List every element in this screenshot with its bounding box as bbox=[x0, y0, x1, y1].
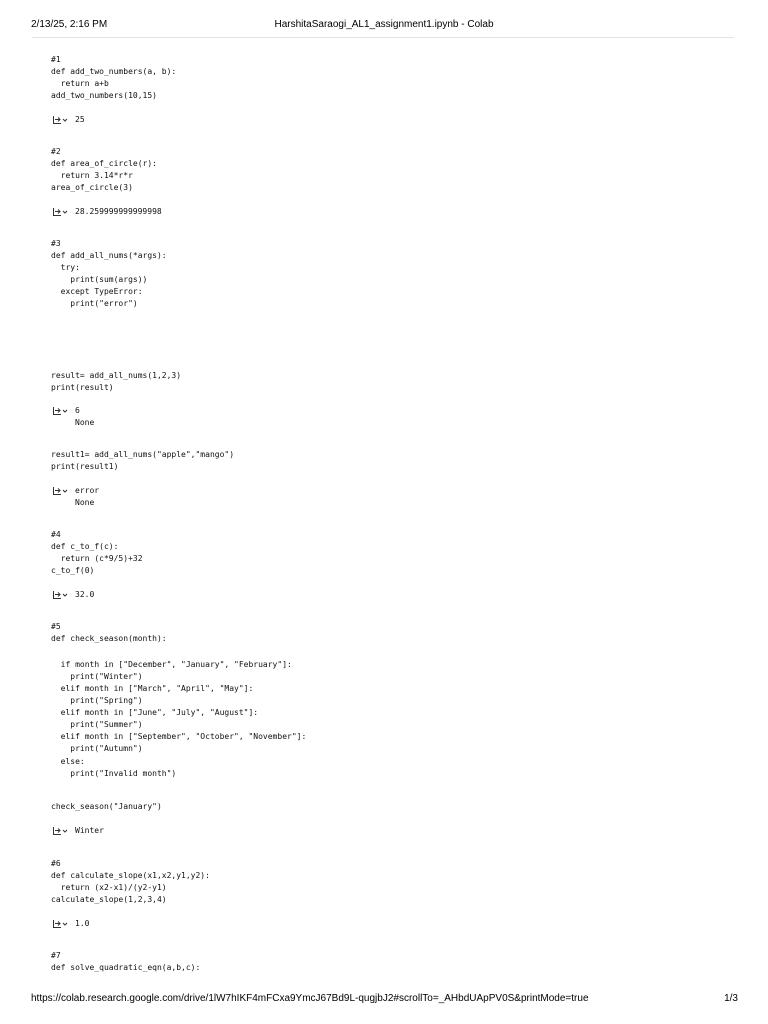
code-line: print("Spring") bbox=[51, 696, 143, 705]
output-line: 32.0 bbox=[75, 590, 95, 599]
code-line: try: bbox=[51, 263, 80, 272]
output-toggle-icon[interactable] bbox=[52, 918, 68, 930]
code-line: print(sum(args)) bbox=[51, 275, 148, 284]
output-toggle-icon[interactable] bbox=[52, 206, 68, 218]
output-toggle-icon[interactable] bbox=[52, 589, 68, 601]
code-line: return (x2-x1)/(y2-y1) bbox=[51, 883, 167, 892]
output-line: Winter bbox=[75, 826, 104, 835]
output-line: error bbox=[75, 486, 100, 495]
output-line: 28.259999999999998 bbox=[75, 207, 162, 216]
output-toggle-icon[interactable] bbox=[52, 825, 68, 837]
code-line: add_two_numbers(10,15) bbox=[51, 91, 157, 100]
code-line: #2 bbox=[51, 147, 61, 156]
code-line: def c_to_f(c): bbox=[51, 542, 119, 551]
code-line: print("Winter") bbox=[51, 672, 143, 681]
output-line: None bbox=[75, 498, 95, 507]
page-url: https://colab.research.google.com/drive/1lW7hIKF4mFCxa9YmcJ67Bd9L-qugjbJ2#scrollTo=_AHbdUApPV0S&printMode=true bbox=[31, 993, 589, 1004]
output-line: 1.0 bbox=[75, 919, 90, 928]
page-number: 1/3 bbox=[724, 993, 738, 1004]
code-line: def add_all_nums(*args): bbox=[51, 251, 167, 260]
code-line: #5 bbox=[51, 622, 61, 631]
document-title: HarshitaSaraogi_AL1_assignment1.ipynb - Colab bbox=[274, 19, 494, 30]
code-line: print(result1) bbox=[51, 462, 119, 471]
print-date: 2/13/25, 2:16 PM bbox=[31, 19, 108, 30]
code-line: result1= add_all_nums("apple","mango") bbox=[51, 450, 235, 459]
code-line: print(result) bbox=[51, 383, 114, 392]
code-line: check_season("January") bbox=[51, 802, 162, 811]
code-line: print("Summer") bbox=[51, 720, 143, 729]
code-line: except TypeError: bbox=[51, 287, 143, 296]
code-line: #6 bbox=[51, 859, 61, 868]
code-line: def area_of_circle(r): bbox=[51, 159, 157, 168]
output-toggle-icon[interactable] bbox=[52, 405, 68, 417]
print-footer bbox=[0, 993, 768, 1007]
output-line: None bbox=[75, 418, 95, 427]
code-line: #3 bbox=[51, 239, 61, 248]
header-divider bbox=[32, 37, 734, 38]
code-line: def solve_quadratic_eqn(a,b,c): bbox=[51, 963, 201, 972]
code-line: if month in ["December", "January", "February"]: bbox=[51, 660, 292, 669]
code-line: return a+b bbox=[51, 79, 109, 88]
code-line: print("Invalid month") bbox=[51, 769, 177, 778]
code-line: def check_season(month): bbox=[51, 634, 167, 643]
code-line: def add_two_numbers(a, b): bbox=[51, 67, 177, 76]
code-line: #4 bbox=[51, 530, 61, 539]
code-line: calculate_slope(1,2,3,4) bbox=[51, 895, 167, 904]
code-line: return 3.14*r*r bbox=[51, 171, 133, 180]
code-line: #7 bbox=[51, 951, 61, 960]
code-line: elif month in ["September", "October", "November"]: bbox=[51, 732, 307, 741]
output-line: 6 bbox=[75, 406, 80, 415]
code-line: return (c*9/5)+32 bbox=[51, 554, 143, 563]
code-line: #1 bbox=[51, 55, 61, 64]
output-toggle-icon[interactable] bbox=[52, 114, 68, 126]
code-line: def calculate_slope(x1,x2,y1,y2): bbox=[51, 871, 210, 880]
code-line: result= add_all_nums(1,2,3) bbox=[51, 371, 182, 380]
code-line: area_of_circle(3) bbox=[51, 183, 133, 192]
print-header bbox=[0, 0, 768, 38]
output-line: 25 bbox=[75, 115, 85, 124]
code-line: elif month in ["June", "July", "August"]: bbox=[51, 708, 259, 717]
code-line: else: bbox=[51, 757, 85, 766]
output-toggle-icon[interactable] bbox=[52, 485, 68, 497]
code-line: print("Autumn") bbox=[51, 744, 143, 753]
code-line: print("error") bbox=[51, 299, 138, 308]
code-line: c_to_f(0) bbox=[51, 566, 95, 575]
code-line: elif month in ["March", "April", "May"]: bbox=[51, 684, 254, 693]
